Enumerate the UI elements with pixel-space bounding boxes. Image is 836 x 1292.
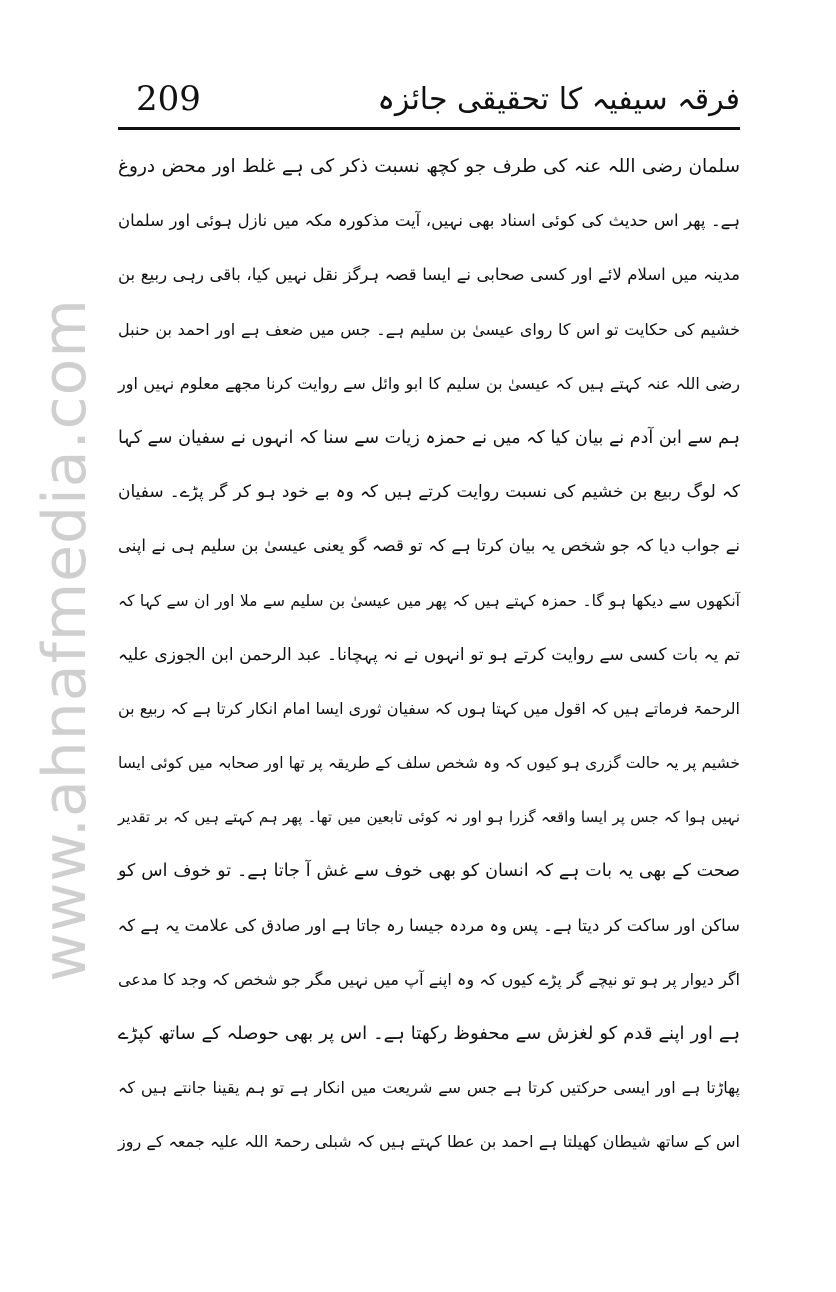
text-line: سلمان رضی اللہ عنہ کی طرف جو کچھ نسبت ذکر کی ہے غلط اور محض دروغ	[118, 156, 740, 177]
text-line: الرحمۃ فرماتے ہیں کہ اقول میں کہتا ہوں کہ سفیان ثوری ایسا امام انکار کرتا ہے کہ ربیع بن	[118, 698, 740, 718]
text-line: تم یہ بات کسی سے روایت کرتے ہو تو انہوں نے نہ پہچانا۔ عبد الرحمن ابن الجوزی علیہ	[118, 644, 740, 665]
text-line: نے جواب دیا کہ جو شخص یہ بیان کرتا ہے کہ تو قصہ گو یعنی عیسیٰ بن سلیم ہی نے اپنی	[118, 536, 740, 556]
text-line: کہ لوگ ربیع بن خشیم کی نسبت روایت کرتے ہیں کہ وہ بے خود ہو کر گر پڑے۔ سفیان	[118, 482, 740, 503]
page-header	[118, 78, 740, 126]
text-line: مدینہ میں اسلام لائے اور کسی صحابی نے ایسا قصہ ہرگز نقل نہیں کیا، باقی رہی ربیع بن	[118, 265, 740, 285]
text-line: اس کے ساتھ شیطان کھیلتا ہے احمد بن عطا کہتے ہیں کہ شبلی رحمۃ اللہ علیہ جمعہ کے روز	[118, 1132, 740, 1152]
text-line: خشیم کی حکایت تو اس کا روای عیسیٰ بن سلیم ہے۔ جس میں ضعف ہے اور احمد بن حنبل	[118, 319, 740, 339]
text-line: ہم سے ابن آدم نے بیان کیا کہ میں نے حمزہ زیات سے سنا کہ انہوں نے سفیان سے کہا	[118, 427, 740, 448]
text-line: صحت کے بھی یہ بات ہے کہ انسان کو بھی خوف سے غش آ جاتا ہے۔ تو خوف اس کو	[118, 861, 740, 882]
text-line: خشیم پر یہ حالت گزری ہو کیوں کہ وہ شخص سلف کے طریقہ پر تھا اور صحابہ میں کوئی ایسا	[118, 754, 740, 773]
body-text	[118, 140, 740, 1170]
text-line: رضی اللہ عنہ کہتے ہیں کہ عیسیٰ بن سلیم کا ابو وائل سے روایت کرنا مجھے معلوم نہیں اور	[118, 373, 740, 393]
text-line: ساکن اور ساکت کر دیتا ہے۔ پس وہ مردہ جیسا رہ جاتا ہے اور صادق کی علامت یہ ہے کہ	[117, 915, 740, 935]
header-rule	[118, 127, 740, 130]
page-number: 209	[136, 79, 201, 119]
text-line: ہے۔ پھر اس حدیث کی کوئی اسناد بھی نہیں، آیت مذکورہ مکہ میں نازل ہوئی اور سلمان	[118, 211, 740, 231]
book-title: فرقہ سیفیہ کا تحقیقی جائزہ	[377, 82, 740, 117]
text-line: اگر دیوار پر ہو تو نیچے گر پڑے کیوں کہ وہ اپنے آپ میں نہیں مگر جو شخص کہ وجد کا مدعی	[118, 969, 740, 989]
text-line: نہیں ہوا کہ جس پر ایسا واقعہ گزرا ہو اور نہ کوئی تابعین میں تھا۔ پھر ہم کہتے ہیں کہ بر تقدیر	[118, 808, 740, 827]
text-line: ہے اور اپنے قدم کو لغزش سے محفوظ رکھتا ہے۔ اس پر بھی حوصلہ کے ساتھ کپڑے	[118, 1023, 740, 1044]
watermark-text: www.ahnafmedia.com	[30, 298, 100, 982]
text-line: پھاڑتا ہے اور ایسی حرکتیں کرتا ہے جس سے شریعت میں انکار ہے تو ہم یقینا جانتے ہیں کہ	[118, 1078, 740, 1098]
text-line: آنکھوں سے دیکھا ہو گا۔ حمزہ کہتے ہیں کہ پھر میں عیسیٰ بن سلیم سے ملا اور ان سے کہا کہ	[118, 591, 740, 610]
